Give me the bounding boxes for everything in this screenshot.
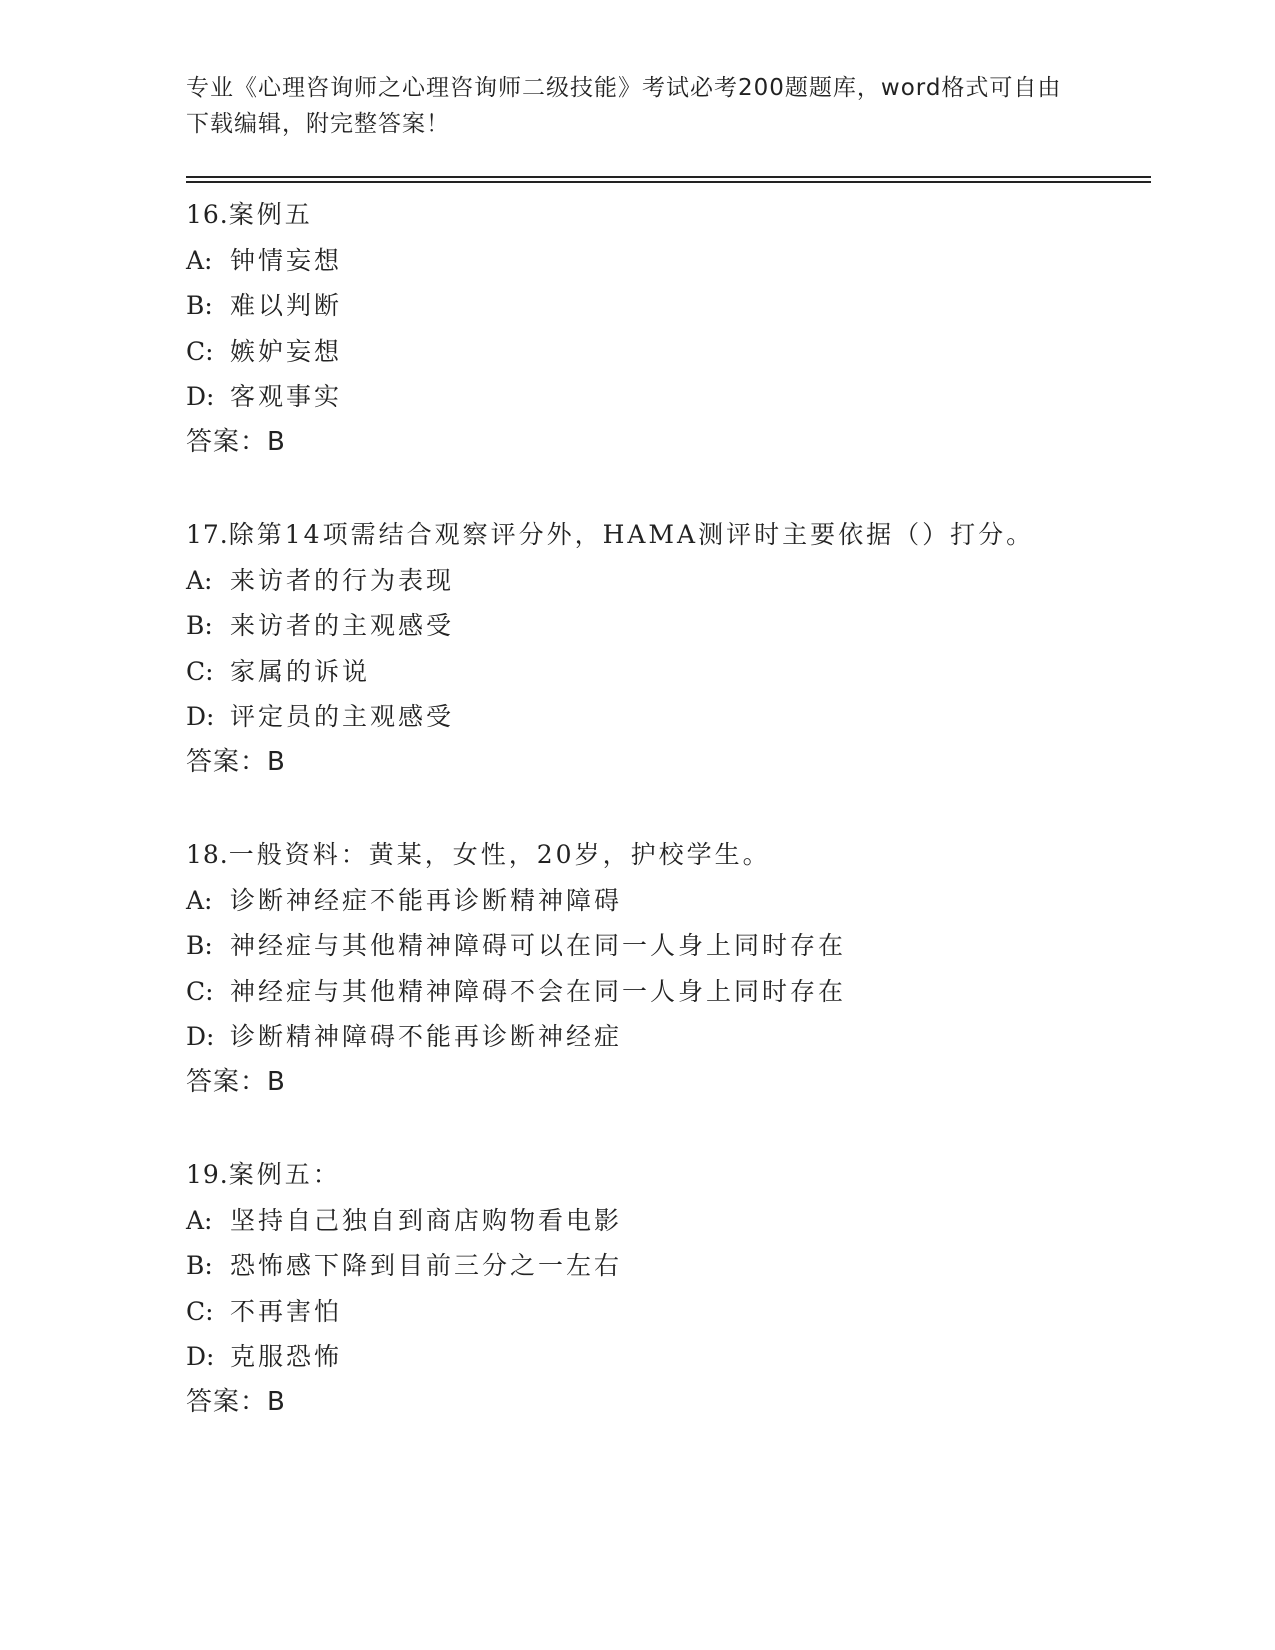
option-letter: D:	[186, 702, 215, 732]
option-c	[186, 1289, 1136, 1335]
option-text: 不再害怕	[230, 1296, 343, 1326]
option-letter: A:	[186, 245, 213, 275]
header-divider-top	[186, 176, 1151, 178]
question-text: 除第14项需结合观察评分外，HAMA测评时主要依据（）打分。	[228, 520, 1035, 549]
question-19	[186, 1152, 1136, 1426]
answer-line: 答案：B	[186, 1386, 286, 1417]
question-18	[186, 832, 1136, 1106]
option-text: 钟情妄想	[230, 245, 343, 275]
option-text: 神经症与其他精神障碍不会在同一人身上同时存在	[230, 976, 847, 1006]
question-number: 17.	[186, 520, 229, 549]
option-text: 来访者的行为表现	[230, 565, 455, 595]
option-letter: C:	[186, 976, 214, 1006]
question-16	[186, 192, 1136, 466]
question-stem	[186, 192, 1136, 238]
option-b	[186, 923, 1136, 969]
question-stem	[186, 512, 1136, 558]
option-text: 诊断神经症不能再诊断精神障碍	[230, 885, 623, 915]
header-divider-bottom	[186, 181, 1151, 183]
document-header: 专业《心理咨询师之心理咨询师二级技能》考试必考200题题库，word格式可自由下载编辑，附完整答案！	[186, 75, 1062, 137]
option-c	[186, 329, 1136, 375]
question-number: 16.	[186, 200, 229, 229]
option-letter: C:	[186, 336, 214, 366]
option-text: 难以判断	[230, 291, 343, 321]
option-text: 嫉妒妄想	[230, 336, 343, 366]
answer-line: 答案：B	[186, 426, 286, 457]
option-letter: A:	[186, 885, 213, 915]
question-text: 案例五	[228, 200, 313, 229]
option-letter: B:	[186, 611, 213, 641]
answer-line: 答案：B	[186, 1066, 286, 1097]
option-a	[186, 878, 1136, 924]
answer-line: 答案：B	[186, 746, 286, 777]
option-d	[186, 374, 1136, 420]
option-letter: A:	[186, 1205, 213, 1235]
option-b	[186, 1243, 1136, 1289]
option-text: 评定员的主观感受	[230, 702, 455, 732]
option-c	[186, 969, 1136, 1015]
option-text: 诊断精神障碍不能再诊断神经症	[230, 1022, 623, 1052]
option-letter: C:	[186, 1296, 214, 1326]
option-b	[186, 603, 1136, 649]
question-number: 18.	[186, 840, 229, 869]
option-a	[186, 1198, 1136, 1244]
option-text: 家属的诉说	[230, 656, 371, 686]
option-letter: D:	[186, 1342, 215, 1372]
option-letter: D:	[186, 382, 215, 412]
option-text: 神经症与其他精神障碍可以在同一人身上同时存在	[230, 931, 847, 961]
option-letter: D:	[186, 1022, 215, 1052]
option-text: 来访者的主观感受	[230, 611, 455, 641]
option-c	[186, 649, 1136, 695]
option-letter: B:	[186, 931, 213, 961]
option-letter: C:	[186, 656, 214, 686]
question-17	[186, 512, 1136, 786]
question-stem	[186, 1152, 1136, 1198]
question-text: 一般资料：黄某，女性，20岁，护校学生。	[228, 840, 771, 869]
option-letter: A:	[186, 565, 213, 595]
option-text: 客观事实	[230, 382, 343, 412]
option-d	[186, 1014, 1136, 1060]
option-d	[186, 1334, 1136, 1380]
question-stem	[186, 832, 1136, 878]
option-letter: B:	[186, 291, 213, 321]
option-text: 恐怖感下降到目前三分之一左右	[230, 1251, 623, 1281]
option-b	[186, 283, 1136, 329]
option-a	[186, 558, 1136, 604]
question-number: 19.	[186, 1160, 229, 1189]
option-d	[186, 694, 1136, 740]
option-a	[186, 238, 1136, 284]
option-text: 坚持自己独自到商店购物看电影	[230, 1205, 623, 1235]
option-text: 克服恐怖	[230, 1342, 343, 1372]
question-text: 案例五：	[228, 1160, 341, 1189]
option-letter: B:	[186, 1251, 213, 1281]
